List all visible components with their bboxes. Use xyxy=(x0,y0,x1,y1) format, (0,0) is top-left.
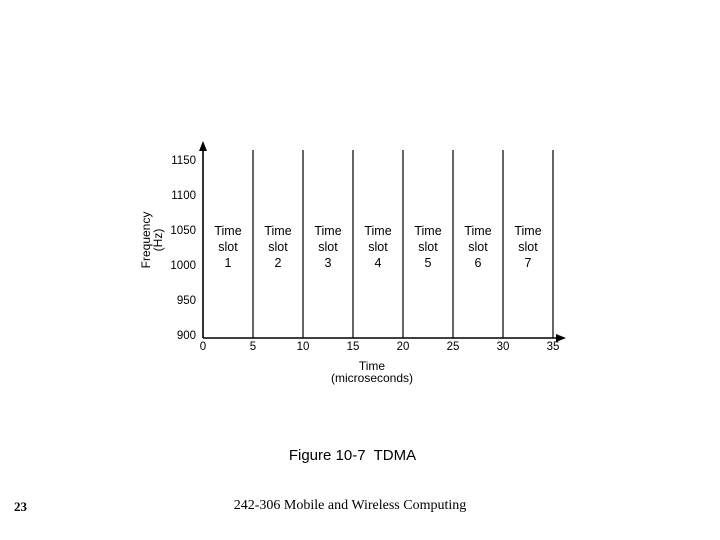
figure-title: TDMA xyxy=(373,447,417,464)
slot-label-1: 1 xyxy=(224,256,232,270)
slot-dividers xyxy=(253,150,553,338)
y-axis-label-line-2: (Hz) xyxy=(151,228,165,252)
y-tick-label: 900 xyxy=(176,330,196,342)
slot-labels xyxy=(214,224,541,270)
slot-label-5: slot xyxy=(418,240,438,254)
y-axis-label-line-1: Frequency xyxy=(139,211,153,269)
y-tick-label: 1150 xyxy=(171,155,196,167)
slot-label-4: slot xyxy=(368,240,388,254)
x-axis-label-line-2: (microseconds) xyxy=(330,371,414,385)
x-tick-label: 5 xyxy=(249,341,257,353)
y-axis-arrow xyxy=(199,141,207,151)
slot-label-2: Time xyxy=(264,224,292,238)
slot-label-4: Time xyxy=(364,224,392,238)
y-tick-label: 1000 xyxy=(170,260,196,272)
slot-label-6: slot xyxy=(468,240,488,254)
x-axis-label-line-1: Time xyxy=(358,359,386,373)
slot-label-1: Time xyxy=(214,224,242,238)
y-tick-label: 1050 xyxy=(170,225,196,237)
x-tick-label: 35 xyxy=(546,341,560,353)
slot-label-7: slot xyxy=(518,240,538,254)
figure-caption xyxy=(0,447,705,464)
slot-label-6: Time xyxy=(464,224,492,238)
slot-label-7: Time xyxy=(514,224,542,238)
slot-label-2: slot xyxy=(268,240,288,254)
slot-label-3: 3 xyxy=(324,256,332,270)
slot-label-5: 5 xyxy=(424,256,432,270)
y-tick-labels xyxy=(170,155,196,342)
figure-number: Figure 10-7 xyxy=(288,447,366,464)
x-tick-label: 15 xyxy=(346,341,360,353)
x-tick-label: 30 xyxy=(496,341,510,353)
slot-label-5: Time xyxy=(414,224,442,238)
slot-label-6: 6 xyxy=(474,256,482,270)
slot-label-2: 2 xyxy=(274,256,282,270)
slot-label-3: Time xyxy=(314,224,342,238)
slot-label-4: 4 xyxy=(374,256,382,270)
slot-label-1: slot xyxy=(218,240,238,254)
x-tick-label: 0 xyxy=(199,341,207,353)
slot-label-3: slot xyxy=(318,240,338,254)
x-tick-label: 20 xyxy=(396,341,410,353)
x-tick-label: 25 xyxy=(446,341,460,353)
course-title: 242-306 Mobile and Wireless Computing xyxy=(233,498,467,513)
page-number: 23 xyxy=(14,499,27,514)
slot-label-7: 7 xyxy=(524,256,532,270)
y-axis-label xyxy=(139,212,165,269)
y-tick-label: 1100 xyxy=(171,190,196,202)
x-tick-label: 10 xyxy=(296,341,310,353)
y-tick-label: 950 xyxy=(176,295,196,307)
x-tick-labels xyxy=(200,341,560,353)
